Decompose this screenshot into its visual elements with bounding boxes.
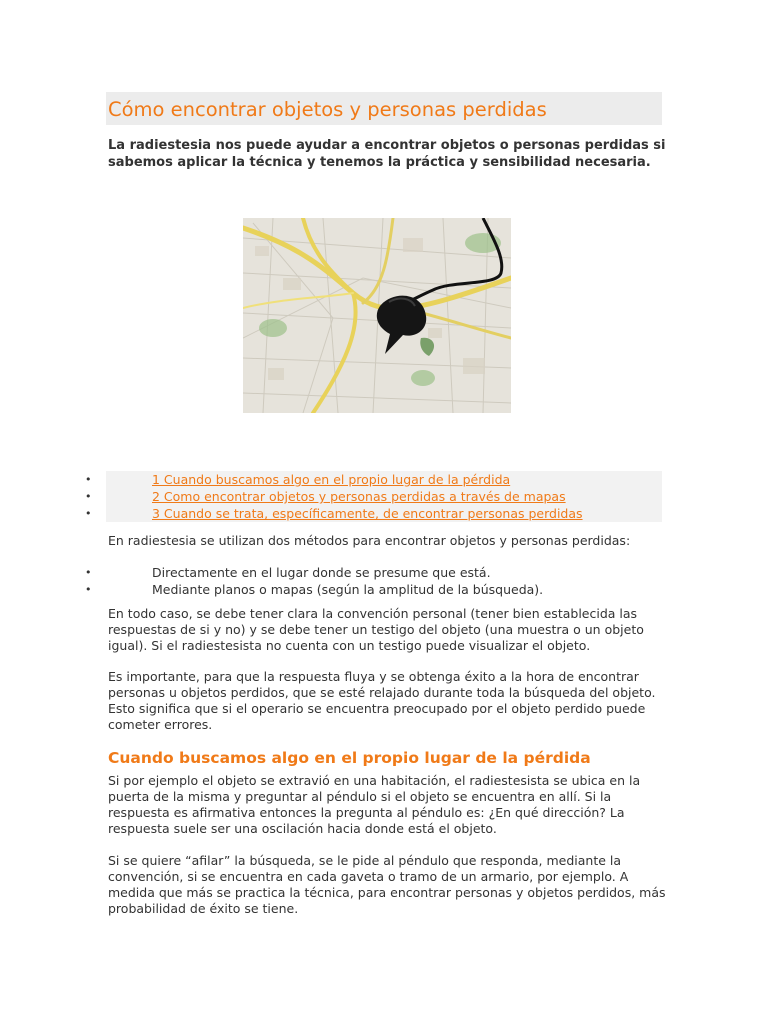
bullet: • bbox=[85, 473, 92, 486]
method-text: Directamente en el lugar donde se presume que está. bbox=[152, 565, 491, 580]
bullet: • bbox=[85, 507, 92, 520]
pendulum-map-photo bbox=[243, 218, 511, 413]
paragraph-afilar: Si se quiere “afilar” la búsqueda, se le pide al péndulo que responda, mediante la convención, si se encuentra en cada gaveta o tramo de un armario, por ejemplo. A medida que más se practica la técnica, para encontrar personas y objetos perdidos, más probabilidad de éxito se tiene. bbox=[108, 853, 666, 916]
toc-link-personas-perdidas[interactable]: 3 Cuando se trata, específicamente, de encontrar personas perdidas bbox=[152, 506, 583, 521]
bullet: • bbox=[85, 566, 92, 579]
toc-link-mapas[interactable]: 2 Como encontrar objetos y personas perdidas a través de mapas bbox=[152, 489, 566, 504]
paragraph-convencion: En todo caso, se debe tener clara la convención personal (tener bien establecida las respuestas de si y no) y se debe tener un testigo del objeto (una muestra o un objeto igual). Si el radiestesista no cuenta con un testigo puede visualizar el objeto. bbox=[108, 606, 644, 653]
section-heading: Cuando buscamos algo en el propio lugar de la pérdida bbox=[108, 749, 591, 767]
toc-item bbox=[0, 505, 662, 522]
lead-paragraph: La radiestesia nos puede ayudar a encontrar objetos o personas perdidas si sabemos aplicar la técnica y tenemos la práctica y sensibilidad necesaria. bbox=[108, 138, 666, 170]
toc-item bbox=[0, 471, 662, 488]
bullet: • bbox=[85, 583, 92, 596]
method-item bbox=[0, 564, 662, 581]
intro-paragraph: En radiestesia se utilizan dos métodos para encontrar objetos y personas perdidas: bbox=[108, 533, 631, 548]
paragraph-relajado: Es importante, para que la respuesta fluya y se obtenga éxito a la hora de encontrar personas u objetos perdidos, que se esté relajado durante toda la búsqueda del objeto. Esto significa que si el operario se encuentra preocupado por el objeto perdido puede cometer errores. bbox=[108, 669, 656, 732]
toc-link-lugar-perdida[interactable]: 1 Cuando buscamos algo en el propio lugar de la pérdida bbox=[152, 472, 511, 487]
title-bar bbox=[106, 92, 662, 125]
page-title: Cómo encontrar objetos y personas perdidas bbox=[108, 98, 547, 121]
method-text: Mediante planos o mapas (según la amplitud de la búsqueda). bbox=[152, 582, 544, 597]
bullet: • bbox=[85, 490, 92, 503]
method-item bbox=[0, 581, 662, 598]
paragraph-habitacion: Si por ejemplo el objeto se extravió en una habitación, el radiestesista se ubica en la puerta de la misma y preguntar al péndulo si el objeto se encuentra en allí. Si la respuesta es afirmativa entonces la pregunta al péndulo es: ¿En qué dirección? La respuesta suele ser una oscilación hacia donde está el objeto. bbox=[108, 773, 641, 836]
toc-item bbox=[0, 488, 662, 505]
